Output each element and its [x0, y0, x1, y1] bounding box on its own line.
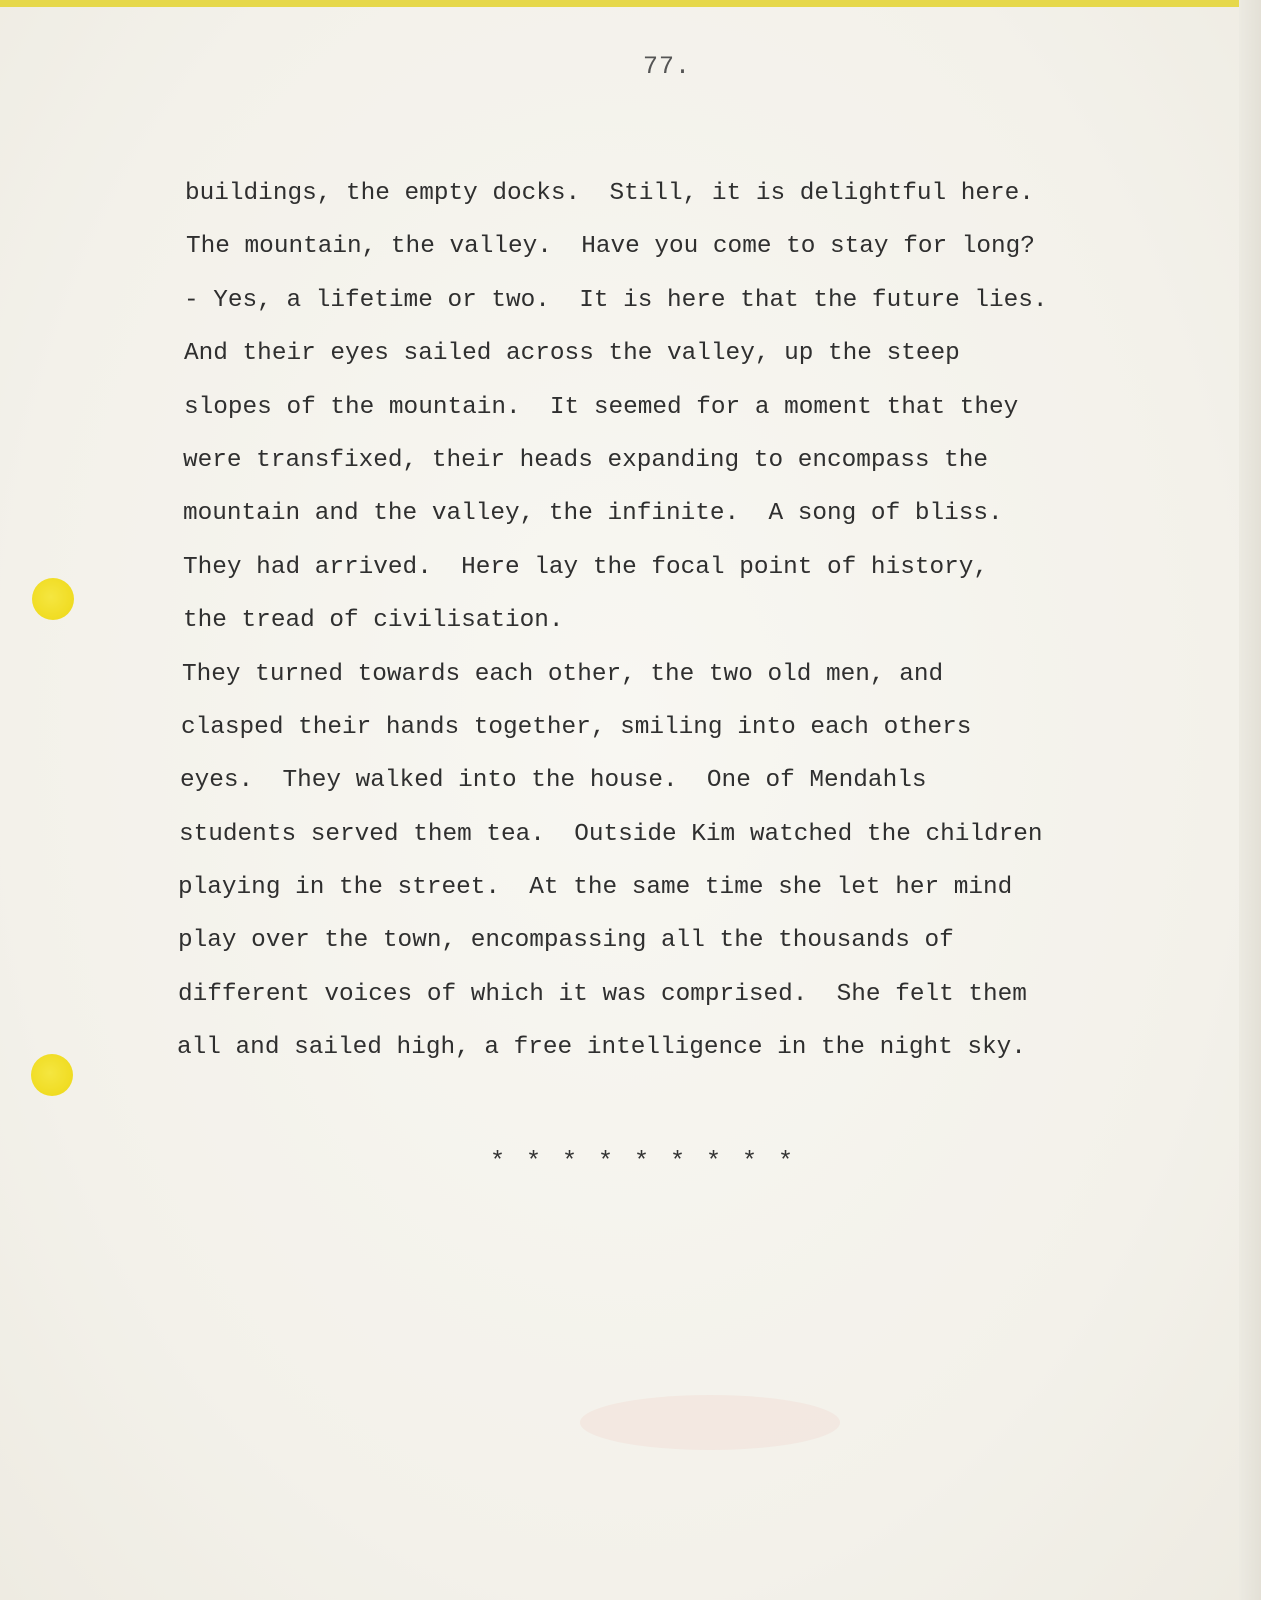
text-line: play over the town, encompassing all the thousands of	[178, 927, 954, 955]
text-line: were transfixed, their heads expanding to encompass the	[183, 446, 989, 474]
punched-hole-top	[32, 578, 74, 620]
text-line: They turned towards each other, the two old men, and	[182, 660, 944, 688]
text-line: the tread of civilisation.	[183, 607, 564, 635]
text-line: The mountain, the valley. Have you come to stay for long?	[186, 233, 1035, 261]
binder-top-edge	[0, 0, 1261, 7]
typed-body-text	[177, 167, 1183, 1075]
text-line: playing in the street. At the same time she let her mind	[178, 874, 1013, 902]
text-line: slopes of the mountain. It seemed for a moment that they	[184, 393, 1019, 421]
text-line: all and sailed high, a free intelligence in the night sky.	[177, 1034, 1026, 1062]
paper-right-edge	[1239, 0, 1261, 1600]
text-line: buildings, the empty docks. Still, it is delightful here.	[185, 180, 1034, 207]
text-line: mountain and the valley, the infinite. A song of bliss.	[183, 500, 1003, 528]
punched-hole-bottom	[31, 1054, 73, 1096]
text-line: - Yes, a lifetime or two. It is here that the future lies.	[184, 286, 1048, 314]
page-number: 77.	[643, 52, 692, 81]
text-line: They had arrived. Here lay the focal point of history,	[183, 553, 989, 581]
text-line: different voices of which it was comprised. She felt them	[178, 980, 1027, 1008]
text-line: And their eyes sailed across the valley, up the steep	[184, 340, 960, 368]
paper-stain	[580, 1395, 840, 1450]
text-line: clasped their hands together, smiling into each others	[181, 713, 972, 741]
text-line: students served them tea. Outside Kim watched the children	[179, 820, 1043, 848]
text-line: eyes. They walked into the house. One of Mendahls	[180, 767, 927, 795]
section-separator: * * * * * * * * *	[490, 1147, 797, 1176]
